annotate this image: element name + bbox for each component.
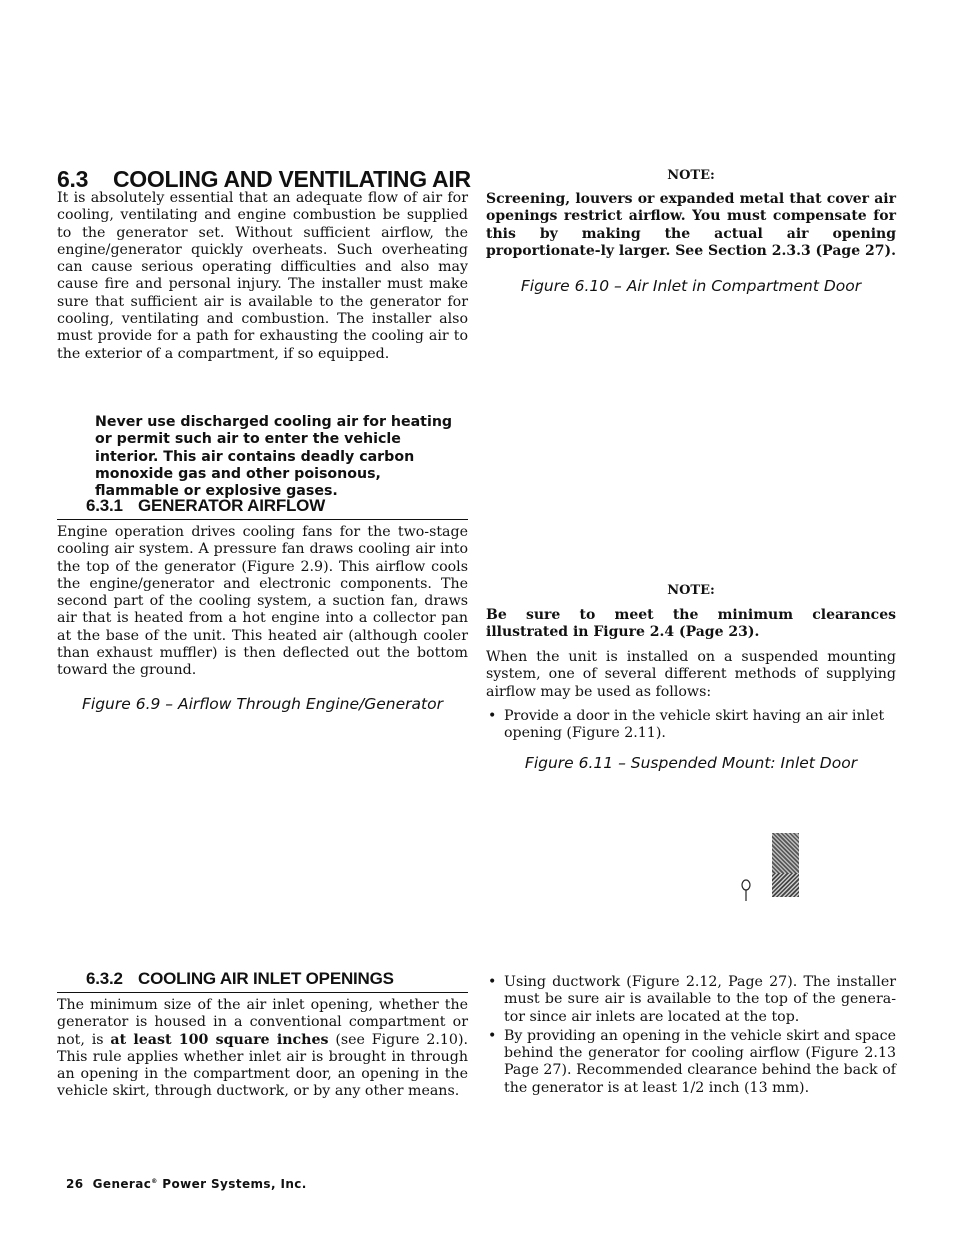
note-text: Be sure to meet the minimum clearances illustrated in Figure 2.4 (Page 23). xyxy=(486,607,896,641)
subsection-heading-inlet xyxy=(57,969,468,993)
suspended-intro: When the unit is installed on a suspended mounting system, one of several different methods of supplying airflow may be used as follows: xyxy=(486,649,896,700)
figure-6-10-caption: Figure 6.10 – Air Inlet in Compartment Door xyxy=(520,277,862,295)
subsection-number: 6.3.2 xyxy=(86,969,123,988)
suspended-bullets xyxy=(486,708,896,745)
warning-text: Never use discharged cooling air for heating or permit such air to enter the vehicle interior. This air contains deadly carbon monoxide gas and other poisonous, flammable or explosive gases. xyxy=(95,414,453,500)
inlet-body-bold: at least 100 square inches xyxy=(110,1031,329,1048)
page-number: 26 xyxy=(66,1177,84,1191)
figure-hatch-graphic-lower xyxy=(772,873,799,897)
list-item: • By providing an opening in the vehicle skirt and space behind the generator for cooling airflow (Figure 2.13 Page 27). Recommended clearance behind the back of the generator is at least 1/2 inch (13 mm). xyxy=(486,1028,896,1097)
company-name: Generac xyxy=(92,1177,152,1191)
figure-6-9-caption: Figure 6.9 – Airflow Through Engine/Generator xyxy=(82,695,443,713)
inlet-body-post: (see Figure 2.10). This rule applies whether inlet air is brought in through an opening in the compartment door, an opening in the vehicle skirt, through ductwork, or by any other means. xyxy=(57,1031,468,1100)
subsection-title: COOLING AIR INLET OPENINGS xyxy=(138,969,394,988)
list-item: • Provide a door in the vehicle skirt having an air inlet opening (Figure 2.11). xyxy=(486,708,896,743)
section-body: It is absolutely essential that an adequate flow of air for cooling, ventilating and engine combustion be supplied to the generator set. Without sufficient airflow, the engine/generator quickly overheats. Such overheating can cause serious operating difficulties and also may cause fire and personal injury. The installer must make sure that sufficient air is available to the generator for cooling, ventilating and combustion. The installer also must provide for a path for exhausting the cooling air to the exterior of a compartment, if so equipped. xyxy=(57,190,468,362)
figure-6-11-caption: Figure 6.11 – Suspended Mount: Inlet Door xyxy=(524,754,858,772)
inlet-body-pre: The minimum size of the air inlet opening, whether the generator is housed in a conventional compartment or not, is xyxy=(57,997,468,1048)
registered-mark: ® xyxy=(151,1178,158,1185)
subsection-title: GENERATOR AIRFLOW xyxy=(138,496,326,515)
section-title: COOLING AND VENTILATING AIR xyxy=(113,166,471,192)
inlet-body xyxy=(57,997,468,1101)
subsection-number: 6.3.1 xyxy=(86,496,123,515)
fastener-icon xyxy=(740,878,752,904)
note-label: NOTE: xyxy=(667,583,715,598)
subsection-heading-airflow xyxy=(57,496,468,520)
airflow-body: Engine operation drives cooling fans for the two-stage cooling air system. A pressure fan draws cooling air into the top of the generator (Figure 2.9). This airflow cools the engine/generator and electronic components. The second part of the cooling system, a suction fan, draws air that is heated from a hot engine into a collector pan at the base of the unit. This heated air (although cooler than exhaust muffler) is then deflected out the bottom toward the ground. xyxy=(57,524,468,679)
ductwork-bullets xyxy=(486,974,896,1099)
page-footer xyxy=(66,1177,307,1191)
note-label: NOTE: xyxy=(667,168,715,183)
section-number: 6.3 xyxy=(57,166,89,192)
company-name-rest: Power Systems, Inc. xyxy=(157,1177,307,1191)
list-item: • Using ductwork (Figure 2.12, Page 27). The installer must be sure air is available to the top of the genera-tor since air inlets are located at the top. xyxy=(486,974,896,1026)
section-heading xyxy=(57,166,471,193)
note-text: Screening, louvers or expanded metal that cover air openings restrict airflow. You must compensate for this by making the actual air opening proportionate-ly larger. See Section 2.3.3 (Page 27). xyxy=(486,191,896,259)
